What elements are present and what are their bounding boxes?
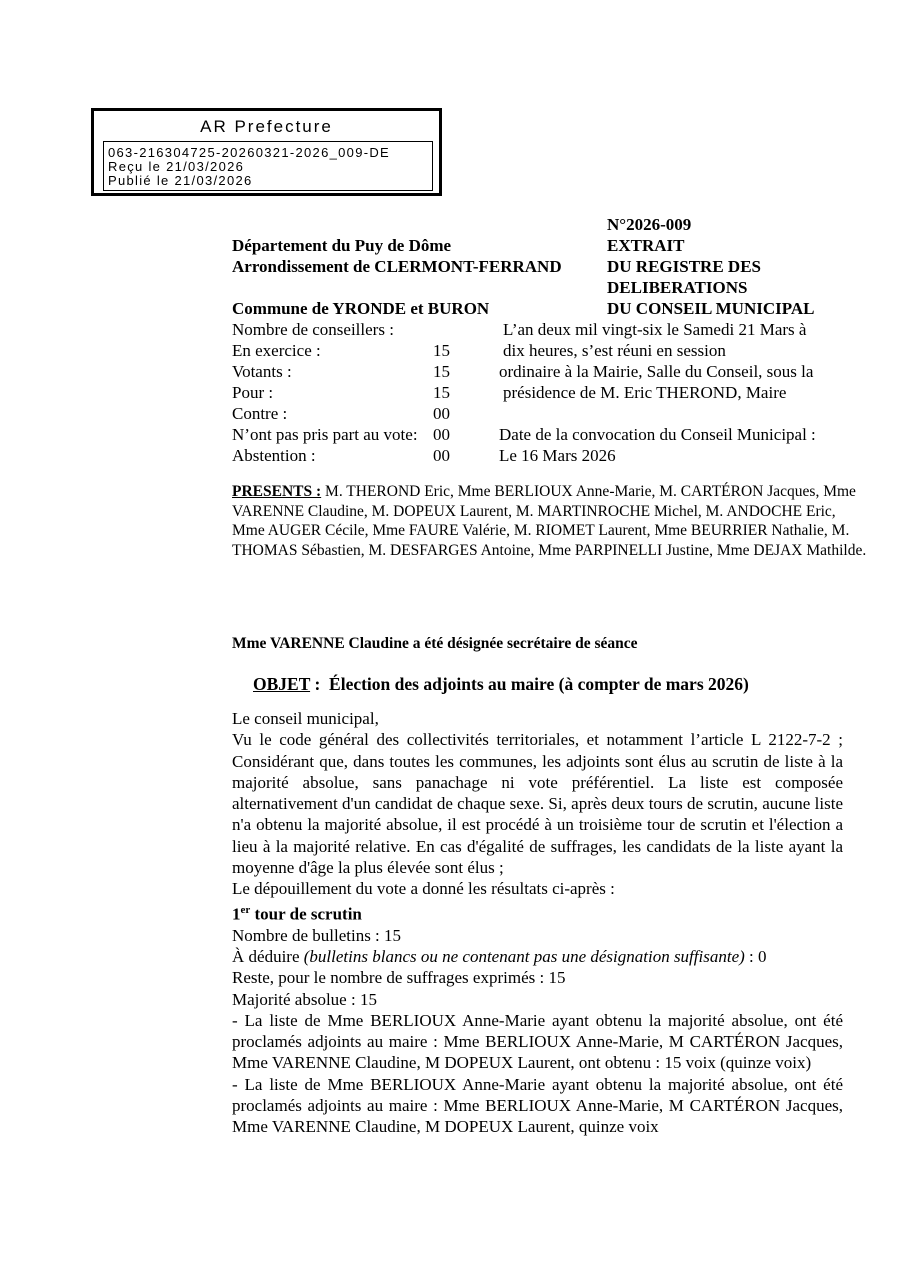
presents-paragraph <box>232 482 872 560</box>
tour-number: 1 <box>232 904 241 924</box>
conseil-heading: DU CONSEIL MUNICIPAL <box>607 299 815 318</box>
objet-label: OBJET <box>253 674 311 694</box>
count-label: Contre : <box>232 404 288 423</box>
stamp-details <box>103 141 433 191</box>
objet-text: Élection des adjoints au maire (à compter de mars 2026) <box>329 674 749 694</box>
arrondissement: Arrondissement de CLERMONT-FERRAND <box>232 257 562 276</box>
body-paragraph: Le conseil municipal, <box>232 709 379 728</box>
stamp-publie: Publié le 21/03/2026 <box>108 173 253 188</box>
body-paragraph: Le dépouillement du vote a donné les résultats ci-après : <box>232 879 615 899</box>
commune: Commune de YRONDE et BURON <box>232 299 490 318</box>
presents-label: PRESENTS : <box>232 483 322 500</box>
deliberations-heading: DELIBERATIONS <box>607 278 748 297</box>
body-line: Majorité absolue : 15 <box>232 989 377 1009</box>
objet-heading <box>253 674 749 695</box>
deduire-italic: (bulletins blancs ou ne contenant pas une désignation suffisante) <box>303 946 745 966</box>
count-label: En exercice : <box>232 341 321 360</box>
count-value: 00 <box>433 446 450 465</box>
session-line: ordinaire à la Mairie, Salle du Conseil, sous la <box>499 362 814 381</box>
deliberation-body <box>232 708 843 1138</box>
body-line: Reste, pour le nombre de suffrages exprimés : 15 <box>232 968 566 988</box>
count-label: Nombre de conseillers : <box>232 320 394 339</box>
result-paragraph: - La liste de Mme BERLIOUX Anne-Marie ayant obtenu la majorité absolue, ont été proclamés adjoints au maire : Mme BERLIOUX Anne-Marie, M CARTÉRON Jacques, Mme VARENNE Claudine, M DOPEUX Laurent, quinze voix <box>232 1074 843 1137</box>
deduire-line <box>232 946 843 967</box>
convocation-date: Le 16 Mars 2026 <box>499 446 616 465</box>
count-value: 15 <box>433 383 450 402</box>
session-line: dix heures, s’est réuni en session <box>503 341 726 360</box>
stamp-title: AR Prefecture <box>200 117 333 136</box>
objet-sep: : <box>310 674 330 694</box>
count-label: N’ont pas pris part au vote: <box>232 425 418 444</box>
stamp-ref: 063-216304725-20260321-2026_009-DE <box>108 145 391 160</box>
registre-heading: DU REGISTRE DES <box>607 257 761 276</box>
count-value: 00 <box>433 425 450 444</box>
deliberation-number: N°2026-009 <box>607 215 692 234</box>
count-label: Abstention : <box>232 446 316 465</box>
departement: Département du Puy de Dôme <box>232 236 452 255</box>
extrait-heading: EXTRAIT <box>607 236 685 255</box>
deduire-label: À déduire <box>232 946 304 966</box>
session-line: présidence de M. Eric THEROND, Maire <box>503 383 787 402</box>
presents-list: M. THEROND Eric, Mme BERLIOUX Anne-Marie, M. CARTÉRON Jacques, Mme VARENNE Claudine, M. DOPEUX Laurent, M. MARTINROCHE Michel, M. ANDOCHE Eric, Mme AUGER Cécile, Mme FAURE Valérie, M. RIOMET Laurent, Mme BEURRIER Nathalie, M. THOMAS Sébastien, M. DESFARGES Antoine, Mme PARPINELLI Justine, Mme DEJAX Mathilde. <box>232 483 867 559</box>
count-value: 15 <box>433 341 450 360</box>
count-value: 15 <box>433 362 450 381</box>
tour-text: tour de scrutin <box>250 904 362 924</box>
session-line: L’an deux mil vingt-six le Samedi 21 Mars à <box>503 320 807 339</box>
tour-heading <box>232 900 843 925</box>
body-paragraph: Vu le code général des collectivités territoriales, et notamment l’article L 2122-7-2 ; Considérant que, dans toutes les communes, les adjoints sont élus au scrutin de liste à la majorité absolue, sans panachage ni vote préférentiel. La liste est composée alternativement d'un candidat de chaque sexe. Si, après deux tours de scrutin, aucune liste n'a obtenu la majorité absolue, il est procédé à un troisième tour de scrutin et l'élection a lieu à la majorité relative. En cas d'égalité de suffrages, les candidats de la liste ayant la moyenne d'âge la plus élevée sont élus ; <box>232 730 843 878</box>
result-paragraph: - La liste de Mme BERLIOUX Anne-Marie ayant obtenu la majorité absolue, ont été proclamés adjoints au maire : Mme BERLIOUX Anne-Marie, M CARTÉRON Jacques, Mme VARENNE Claudine, M DOPEUX Laurent, ont obtenu : 15 voix (quinze voix) <box>232 1010 843 1073</box>
secretaire-de-seance: Mme VARENNE Claudine a été désignée secrétaire de séance <box>232 635 638 652</box>
count-label: Pour : <box>232 383 274 402</box>
count-value: 00 <box>433 404 450 423</box>
convocation-label: Date de la convocation du Conseil Municipal : <box>499 425 816 444</box>
stamp-recu: Reçu le 21/03/2026 <box>108 159 245 174</box>
deduire-value: : 0 <box>744 946 767 966</box>
ar-prefecture-stamp <box>91 108 442 196</box>
body-line: Nombre de bulletins : 15 <box>232 925 402 945</box>
tour-sup: er <box>240 903 251 916</box>
count-label: Votants : <box>232 362 292 381</box>
